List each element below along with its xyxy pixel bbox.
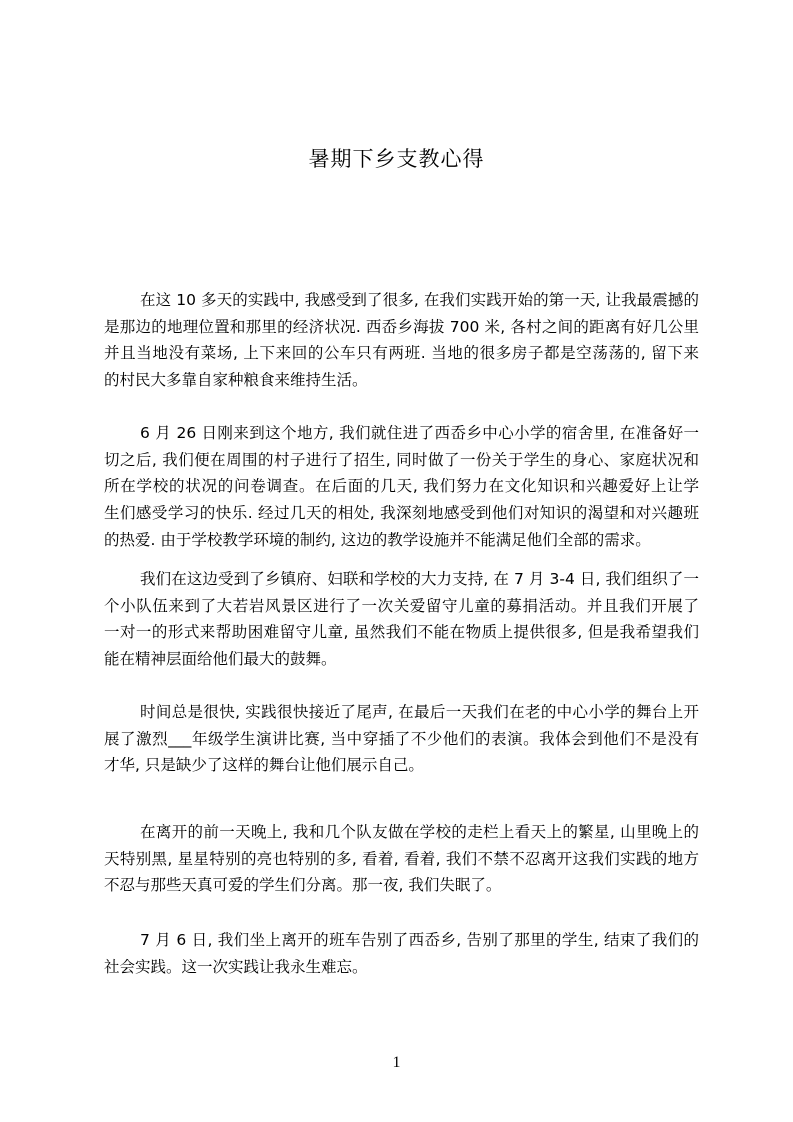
paragraph-line: 的村民大多靠自家种粮食来维持生活。	[104, 371, 368, 390]
paragraph-line: 我们在这边受到了乡镇府、妇联和学校的大力支持, 在 7 月 3-4 日, 我们组织了一	[140, 570, 699, 588]
paragraph-line: 能在精神层面给他们最大的鼓舞。	[104, 650, 337, 669]
paragraph-line: 才华, 只是缺少了这样的舞台让他们展示自己。	[104, 756, 424, 775]
paragraph	[104, 287, 699, 394]
paragraph-line: 在离开的前一天晚上, 我和几个队友做在学校的走栏上看天上的繁星, 山里晚上的	[140, 823, 699, 841]
paragraph-line: 展了激烈___年级学生演讲比赛, 当中穿插了不少他们的表演。我体会到他们不是没有	[104, 729, 699, 748]
paragraph-line: 社会实践。这一次实践让我永生难忘。	[104, 957, 368, 976]
paragraph-line: 一对一的形式来帮助困难留守儿童, 虽然我们不能在物质上提供很多, 但是我希望我们	[104, 623, 699, 642]
paragraph	[104, 420, 699, 553]
paragraph-line: 7 月 6 日, 我们坐上离开的班车告别了西岙乡, 告别了那里的学生, 结束了我们的	[140, 931, 699, 949]
paragraph-line: 所在学校的状况的问卷调查。在后面的几天, 我们努力在文化知识和兴趣爱好上让学	[104, 477, 699, 496]
paragraph-line: 在这 10 多天的实践中, 我感受到了很多, 在我们实践开始的第一天, 让我最震撼的	[140, 291, 699, 309]
paragraph-line: 切之后, 我们便在周围的村子进行了招生, 同时做了一份关于学生的身心、家庭状况和	[104, 450, 699, 469]
paragraph-line: 个小队伍来到了大若岩风景区进行了一次关爱留守儿童的募捐活动。并且我们开展了	[104, 596, 699, 615]
paragraph	[104, 927, 699, 980]
paragraph	[104, 699, 699, 779]
paragraph	[104, 819, 699, 899]
paragraph-line: 并且当地没有菜场, 上下来回的公车只有两班. 当地的很多房子都是空荡荡的, 留下来	[104, 344, 699, 363]
paragraph-line: 不忍与那些天真可爱的学生们分离。那一夜, 我们失眠了。	[104, 876, 502, 895]
paragraph-line: 的热爱. 由于学校教学环境的制约, 这边的教学设施并不能满足他们全部的需求。	[104, 530, 651, 549]
paragraph-line: 6 月 26 日刚来到这个地方, 我们就住进了西岙乡中心小学的宿舍里, 在准备好一	[140, 424, 699, 442]
document-title: 暑期下乡支教心得	[308, 147, 485, 171]
paragraph-line: 天特别黑, 星星特别的亮也特别的多, 看着, 看着, 我们不禁不忍离开这我们实践的地方	[104, 849, 699, 868]
paragraph-line: 生们感受学习的快乐. 经过几天的相处, 我深刻地感受到他们对知识的渴望和对兴趣班	[104, 504, 699, 523]
paragraph-line: 是那边的地理位置和那里的经济状况. 西岙乡海拔 700 米, 各村之间的距离有好几公里	[104, 317, 699, 336]
paragraph-line: 时间总是很快, 实践很快接近了尾声, 在最后一天我们在老的中心小学的舞台上开	[140, 703, 699, 721]
page-number: 1	[392, 1054, 401, 1071]
paragraph	[104, 566, 699, 673]
